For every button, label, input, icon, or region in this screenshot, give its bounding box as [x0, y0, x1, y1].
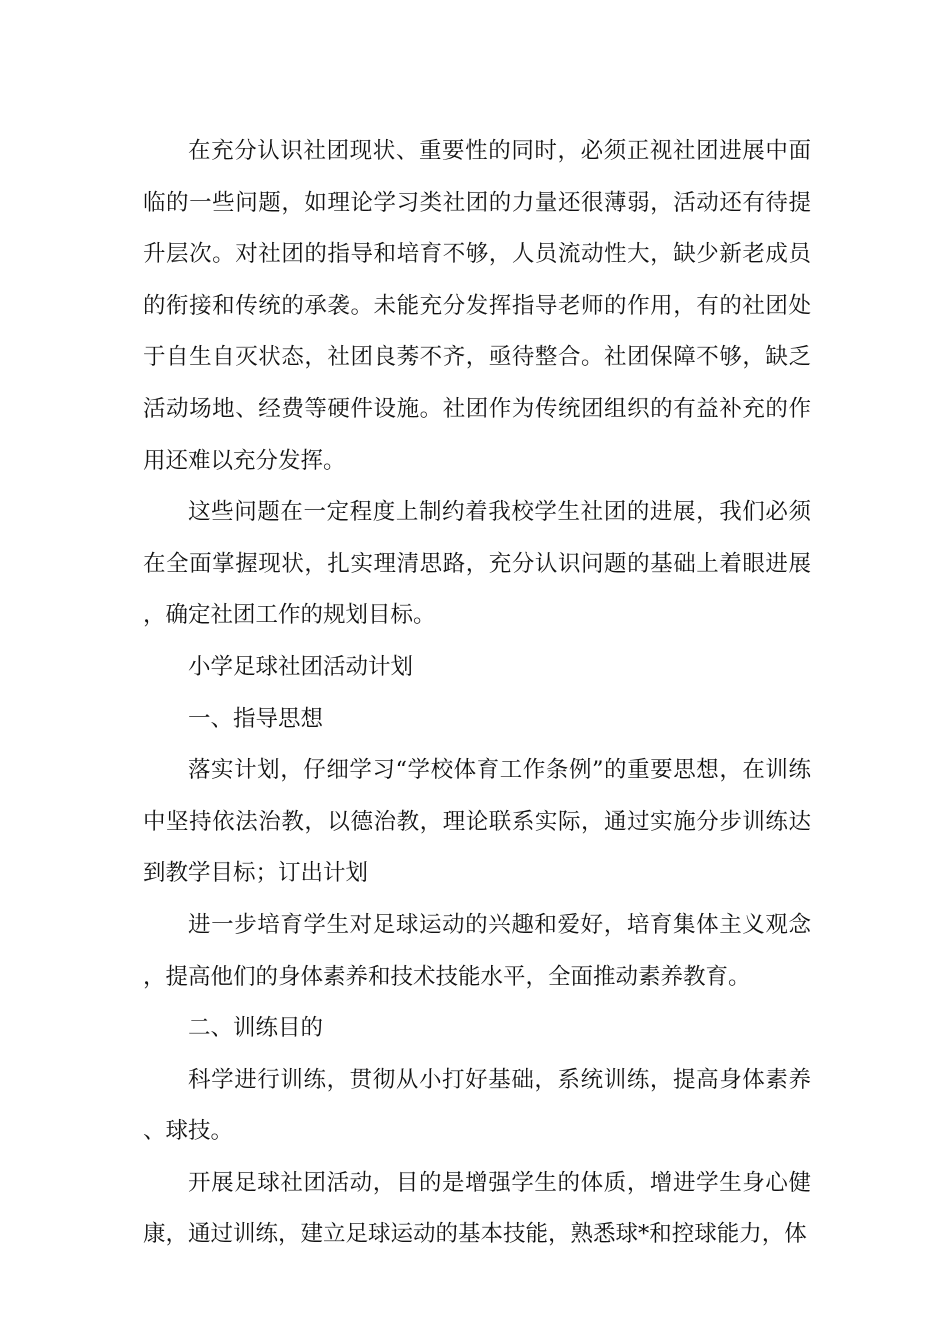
- paragraph-cultivate-interest: 进一步培育学生对足球运动的兴趣和爱好，培育集体主义观念，提高他们的身体素养和技术技能水平，全面推动素养教育。: [143, 911, 811, 990]
- heading-training-purpose: 二、训练目的: [188, 1015, 324, 1042]
- paragraph-club-goals: 这些问题在一定程度上制约着我校学生社团的进展，我们必须在全面掌握现状，扎实理清思路，充分认识问题的基础上着眼进展，确定社团工作的规划目标。: [143, 499, 811, 629]
- paragraph-implement-plan: 落实计划，仔细学习“学校体育工作条例”的重要思想，在训练中坚持依法治教，以德治教，理论联系实际，通过实施分步训练达到教学目标；订出计划: [143, 757, 811, 887]
- paragraph-club-problems: 在充分认识社团现状、重要性的同时，必须正视社团进展中面临的一些问题，如理论学习类社团的力量还很薄弱，活动还有待提升层次。对社团的指导和培育不够，人员流动性大，缺少新老成员的衔接和传统的承袭。未能充分发挥指导老师的作用，有的社团处于自生自灭状态，社团良莠不齐，亟待整合。社团保障不够，缺乏活动场地、经费等硬件设施。社团作为传统团组织的有益补充的作用还难以充分发挥。: [143, 138, 811, 474]
- document-body: [143, 126, 811, 1261]
- paragraph-scientific-training: 科学进行训练，贯彻从小打好基础，系统训练，提高身体素养、球技。: [143, 1066, 811, 1145]
- section-title-football-plan: 小学足球社团活动计划: [188, 653, 414, 680]
- paragraph-club-activity-purpose: 开展足球社团活动，目的是增强学生的体质，增进学生身心健康，通过训练，建立足球运动的基本技能，熟悉球*和控球能力，体: [143, 1169, 811, 1248]
- heading-guiding-ideology: 一、指导思想: [188, 705, 324, 732]
